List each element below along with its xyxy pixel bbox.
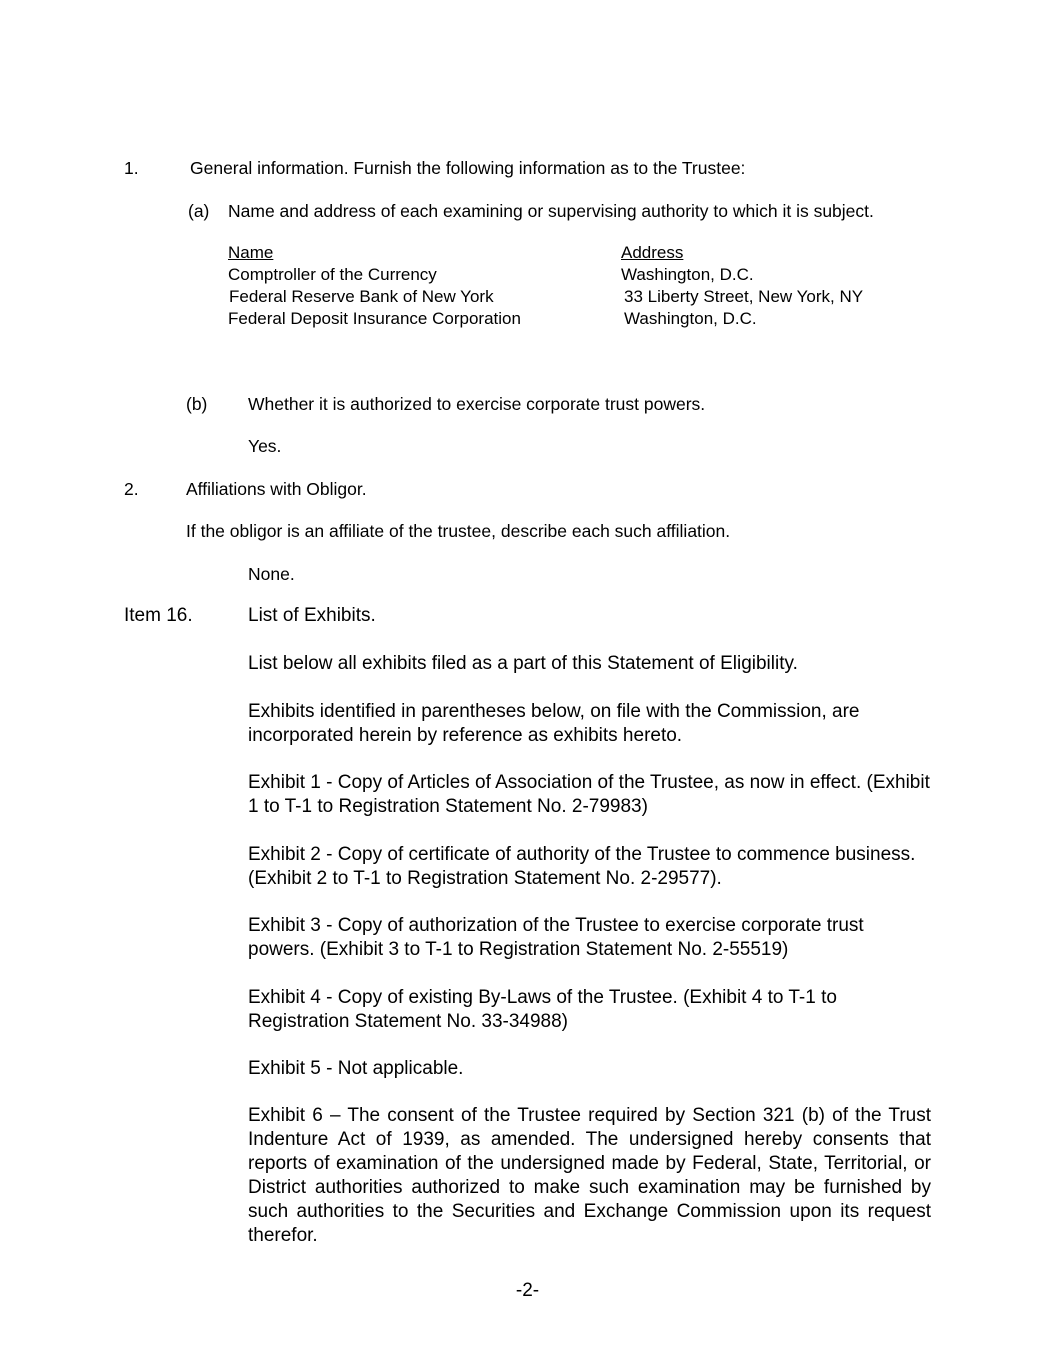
exhibit-1: Exhibit 1 - Copy of Articles of Association of the Trustee, as now in effect. (Exhibit 1 to T-1 to Registration Statement No. 2-79983) bbox=[248, 772, 930, 817]
table-row-name: Comptroller of the Currency bbox=[228, 265, 437, 284]
table-header-name: Name bbox=[228, 243, 274, 262]
table-row-address: 33 Liberty Street, New York, NY bbox=[624, 287, 864, 306]
item-16-heading: List of Exhibits. bbox=[248, 605, 376, 626]
exhibit-6: Exhibit 6 – The consent of the Trustee required by Section 321 (b) of the Trust Indenture Act of 1939, as amended. The undersigned hereby consents that reports of examination of the undersigned made by Federal, State, Territorial, or District authorities authorized to make such examination may be furnished by such authorities to the Securities and Exchange Commission upon its request therefor. bbox=[248, 1105, 931, 1246]
exhibit-5: Exhibit 5 - Not applicable. bbox=[248, 1058, 464, 1079]
exhibit-2: Exhibit 2 - Copy of certificate of authority of the Trustee to commence business. (Exhibit 2 to T-1 to Registration Statement No. 2-29577). bbox=[248, 844, 916, 889]
table-header-address: Address bbox=[621, 243, 684, 262]
page-number: -2- bbox=[515, 1280, 540, 1301]
table-row-address: Washington, D.C. bbox=[624, 309, 757, 328]
item-b-label: (b) bbox=[186, 394, 208, 414]
exhibit-3: Exhibit 3 - Copy of authorization of the Trustee to exercise corporate trust powers. (Exhibit 3 to T-1 to Registration Statement No. 2-55519) bbox=[248, 915, 864, 960]
section-2-answer: None. bbox=[248, 564, 295, 584]
item-b-answer: Yes. bbox=[248, 436, 282, 456]
section-1-number: 1. bbox=[124, 158, 139, 178]
table-row-address: Washington, D.C. bbox=[621, 265, 754, 284]
item-16-label: Item 16. bbox=[124, 605, 193, 626]
item-b-text: Whether it is authorized to exercise corporate trust powers. bbox=[248, 394, 706, 414]
table-row-name: Federal Deposit Insurance Corporation bbox=[228, 309, 521, 328]
table-row-name: Federal Reserve Bank of New York bbox=[229, 287, 494, 306]
item-a-label: (a) bbox=[188, 201, 210, 221]
section-1-heading: General information. Furnish the following information as to the Trustee: bbox=[190, 158, 746, 178]
exhibits-incorporated-note: Exhibits identified in parentheses below, on file with the Commission, are incorporated herein by reference as exhibits hereto. bbox=[248, 701, 860, 746]
exhibits-intro: List below all exhibits filed as a part of this Statement of Eligibility. bbox=[248, 653, 798, 674]
section-2-text: If the obligor is an affiliate of the trustee, describe each such affiliation. bbox=[186, 521, 731, 541]
section-2-heading: Affiliations with Obligor. bbox=[186, 479, 367, 499]
exhibit-4: Exhibit 4 - Copy of existing By-Laws of the Trustee. (Exhibit 4 to T-1 to Registration Statement No. 33-34988) bbox=[248, 987, 837, 1032]
section-2-number: 2. bbox=[124, 479, 139, 499]
item-a-text: Name and address of each examining or supervising authority to which it is subject. bbox=[228, 201, 874, 221]
